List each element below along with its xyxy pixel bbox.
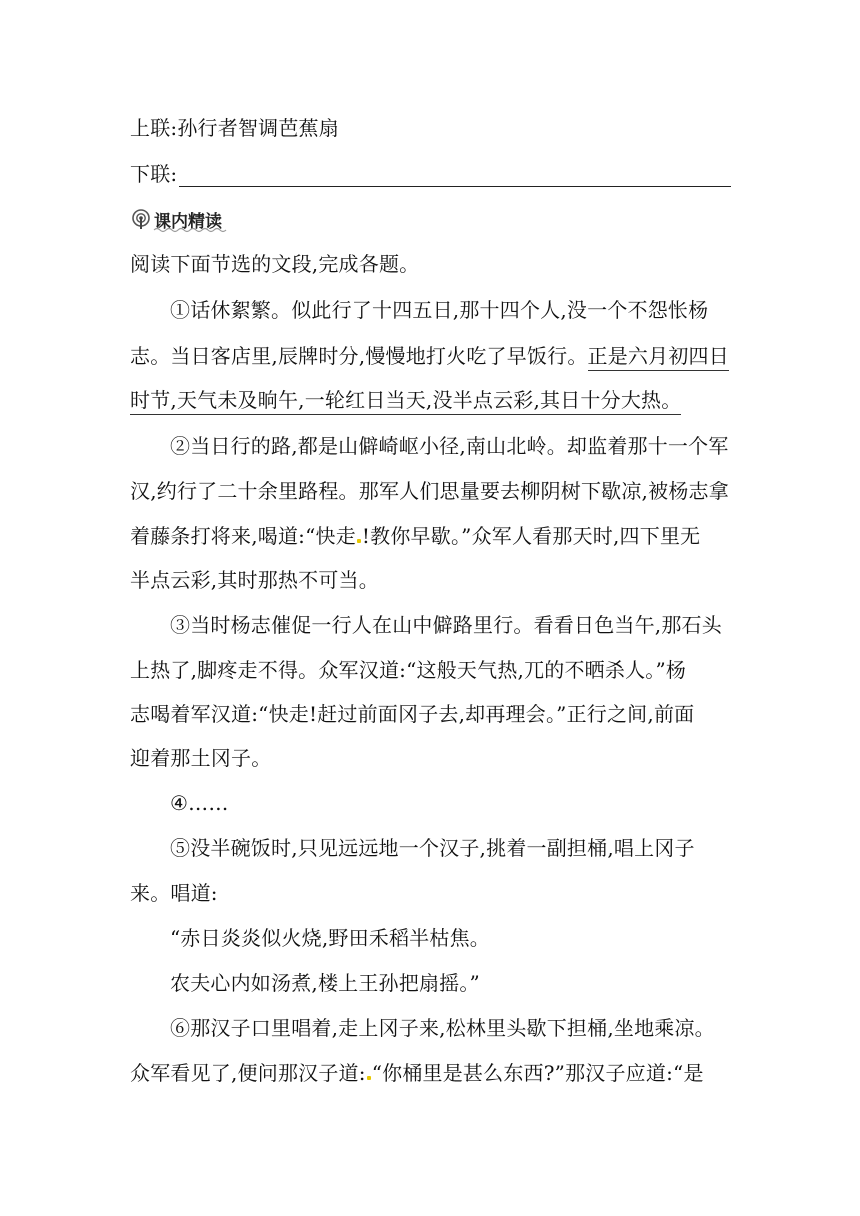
emphasis-dot (367, 1076, 371, 1080)
couplet-upper-label: 上联: (130, 116, 178, 140)
p2-line-3b: !教你早歇。”众军人看那天时,四下里无 (361, 524, 701, 548)
emphasis-dot (357, 539, 361, 543)
couplet-lower-label: 下联: (130, 162, 178, 186)
p1-underlined-start: 正是六月初四日 (588, 344, 729, 371)
couplet-upper-text: 孙行者智调芭蕉扇 (177, 116, 339, 140)
p1-underlined-end: 时节,天气未及晌午,一轮红日当天,没半点云彩,其日十分大热。 (130, 388, 681, 415)
p6-line-2a: 众军看见了,便问那汉子道: (130, 1061, 366, 1085)
p2-line-2: 汉,约行了二十余里路程。那军人们思量要去柳阴树下歇凉,被杨志拿 (130, 479, 729, 503)
p4-line-1: ④…… (170, 791, 229, 815)
p5-line-2: 来。唱道: (130, 881, 218, 905)
poem-line-2: 农夫心内如汤煮,楼上王孙把扇摇。” (170, 971, 480, 995)
section-title: 课内精读 (154, 211, 222, 232)
p1-line-1: ①话休絮繁。似此行了十四五日,那十四个人,没一个不怨怅杨 (170, 298, 709, 322)
p6-line-2 (130, 1060, 704, 1086)
p3-line-3: 志喝着军汉道:“快走!赶过前面冈子去,却再理会。”正行之间,前面 (130, 702, 695, 726)
p2-line-3a: 着藤条打将来,喝道:“快走 (130, 524, 356, 548)
poem-line-1: “赤日炎炎似火烧,野田禾稻半枯焦。 (170, 926, 490, 950)
p6-line-1: ⑥那汉子口里唱着,走上冈子来,松林里头歇下担桶,坐地乘凉。 (170, 1016, 715, 1040)
p1-line-3 (130, 387, 681, 413)
answer-blank[interactable] (179, 166, 731, 187)
p3-line-2: 上热了,脚疼走不得。众军汉道:“这般天气热,兀的不晒杀人。”杨 (130, 658, 687, 682)
section-underline-wave (130, 226, 230, 234)
p3-line-1: ③当时杨志催促一行人在山中僻路里行。看看日色当午,那石头 (170, 613, 722, 637)
couplet-lower (130, 161, 731, 187)
p3-line-4: 迎着那土冈子。 (130, 746, 272, 770)
p5-line-1: ⑤没半碗饭时,只见远远地一个汉子,挑着一副担桶,唱上冈子 (170, 836, 695, 860)
p2-line-3 (130, 523, 700, 549)
p1-line-2a: 志。当日客店里,辰牌时分,慢慢地打火吃了早饭行。 (130, 344, 588, 368)
p1-line-2 (130, 343, 729, 369)
p6-line-2b: “你桶里是甚么东西?”那汉子应道:“是 (371, 1061, 704, 1085)
couplet-upper (130, 115, 339, 141)
instruction: 阅读下面节选的文段,完成各题。 (130, 252, 420, 276)
p2-line-1: ②当日行的路,都是山僻崎岖小径,南山北岭。却监着那十一个军 (170, 434, 729, 458)
p2-line-4: 半点云彩,其时那热不可当。 (130, 568, 379, 592)
